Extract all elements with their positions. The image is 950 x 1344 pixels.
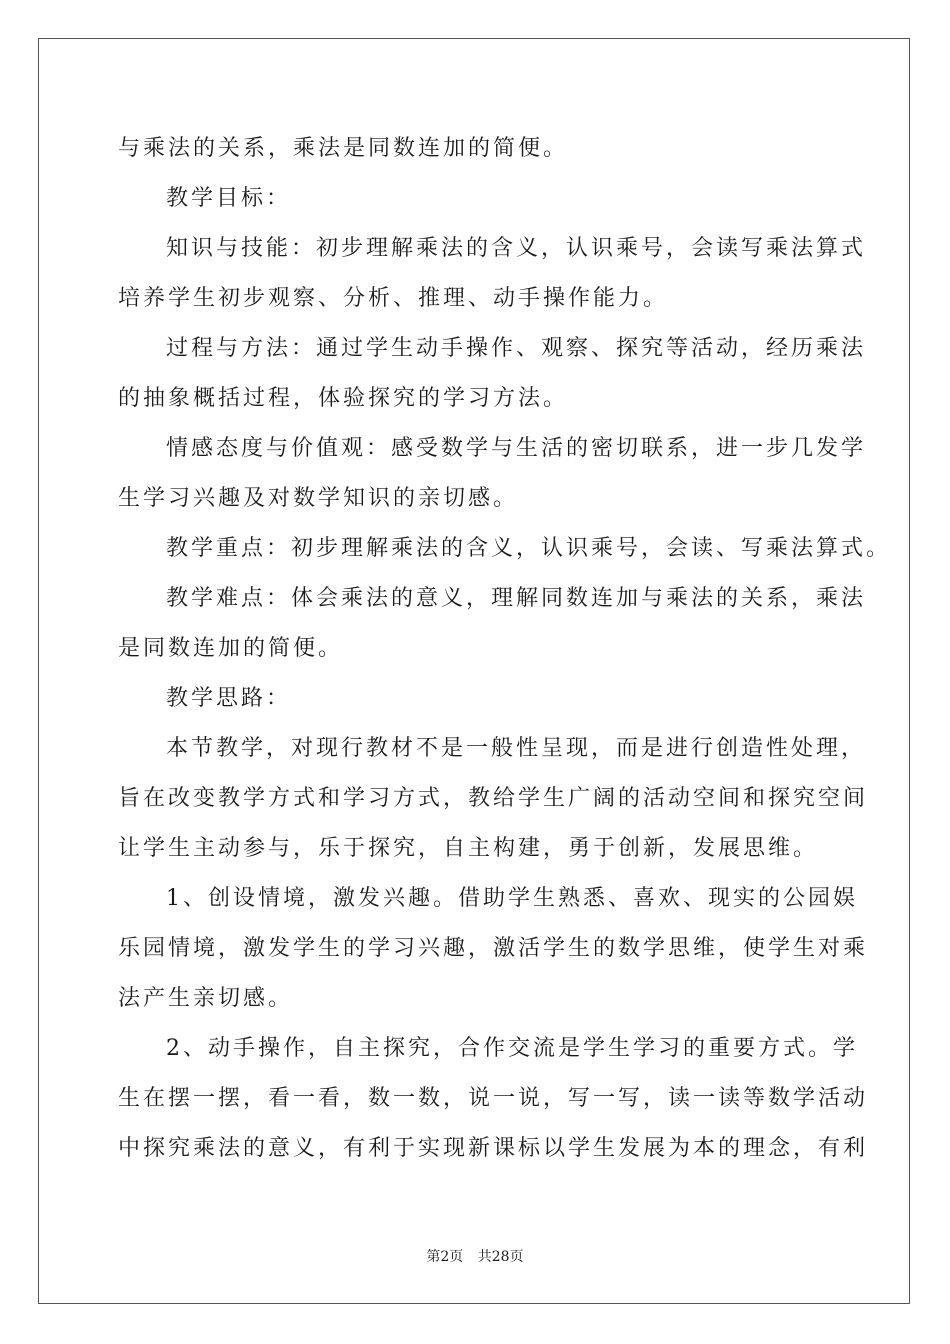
page-total: 共28页	[477, 1249, 524, 1265]
text-line: 与乘法的关系，乘法是同数连加的简便。	[118, 136, 569, 161]
text-line: 是同数连加的简便。	[118, 636, 344, 661]
text-line: 生学习兴趣及对数学知识的亲切感。	[118, 486, 519, 511]
text-line: 中探究乘法的意义，有利于实现新课标以学生发展为本的理念，有利	[118, 1136, 869, 1161]
text-line: 乐园情境，激发学生的学习兴趣，激活学生的数学思维，使学生对乘	[118, 936, 869, 961]
text-line: 本节教学，对现行教材不是一般性呈现，而是进行创造性处理，	[166, 736, 867, 761]
text-line: 2、动手操作，自主探究，合作交流是学生学习的重要方式。学	[166, 1036, 858, 1061]
text-line: 旨在改变教学方式和学习方式，教给学生广阔的活动空间和探究空间	[118, 786, 869, 811]
page-number: 第2页	[426, 1249, 464, 1265]
text-line: 教学难点：体会乘法的意义，理解同数连加与乘法的关系，乘法	[166, 586, 867, 611]
text-line: 教学目标：	[166, 186, 292, 211]
text-line: 生在摆一摆，看一看，数一数，说一说，写一写，读一读等数学活动	[118, 1086, 869, 1111]
text-line: 教学思路：	[166, 686, 292, 711]
text-line: 1、创设情境，激发兴趣。借助学生熟悉、喜欢、现实的公园娱	[166, 886, 858, 911]
text-line: 让学生主动参与，乐于探究，自主构建，勇于创新，发展思维。	[118, 836, 819, 861]
document-body	[118, 124, 892, 1174]
text-line: 情感态度与价值观：感受数学与生活的密切联系，进一步几发学	[166, 436, 867, 461]
text-line: 知识与技能：初步理解乘法的含义，认识乘号，会读写乘法算式	[166, 236, 867, 261]
text-line: 培养学生初步观察、分析、推理、动手操作能力。	[118, 286, 669, 311]
text-line: 过程与方法：通过学生动手操作、观察、探究等活动，经历乘法	[166, 336, 867, 361]
text-line: 教学重点：初步理解乘法的含义，认识乘号，会读、写乘法算式。	[166, 536, 892, 561]
text-line: 的抽象概括过程，体验探究的学习方法。	[118, 386, 569, 411]
text-line: 法产生亲切感。	[118, 986, 294, 1011]
page-footer	[0, 1246, 950, 1266]
